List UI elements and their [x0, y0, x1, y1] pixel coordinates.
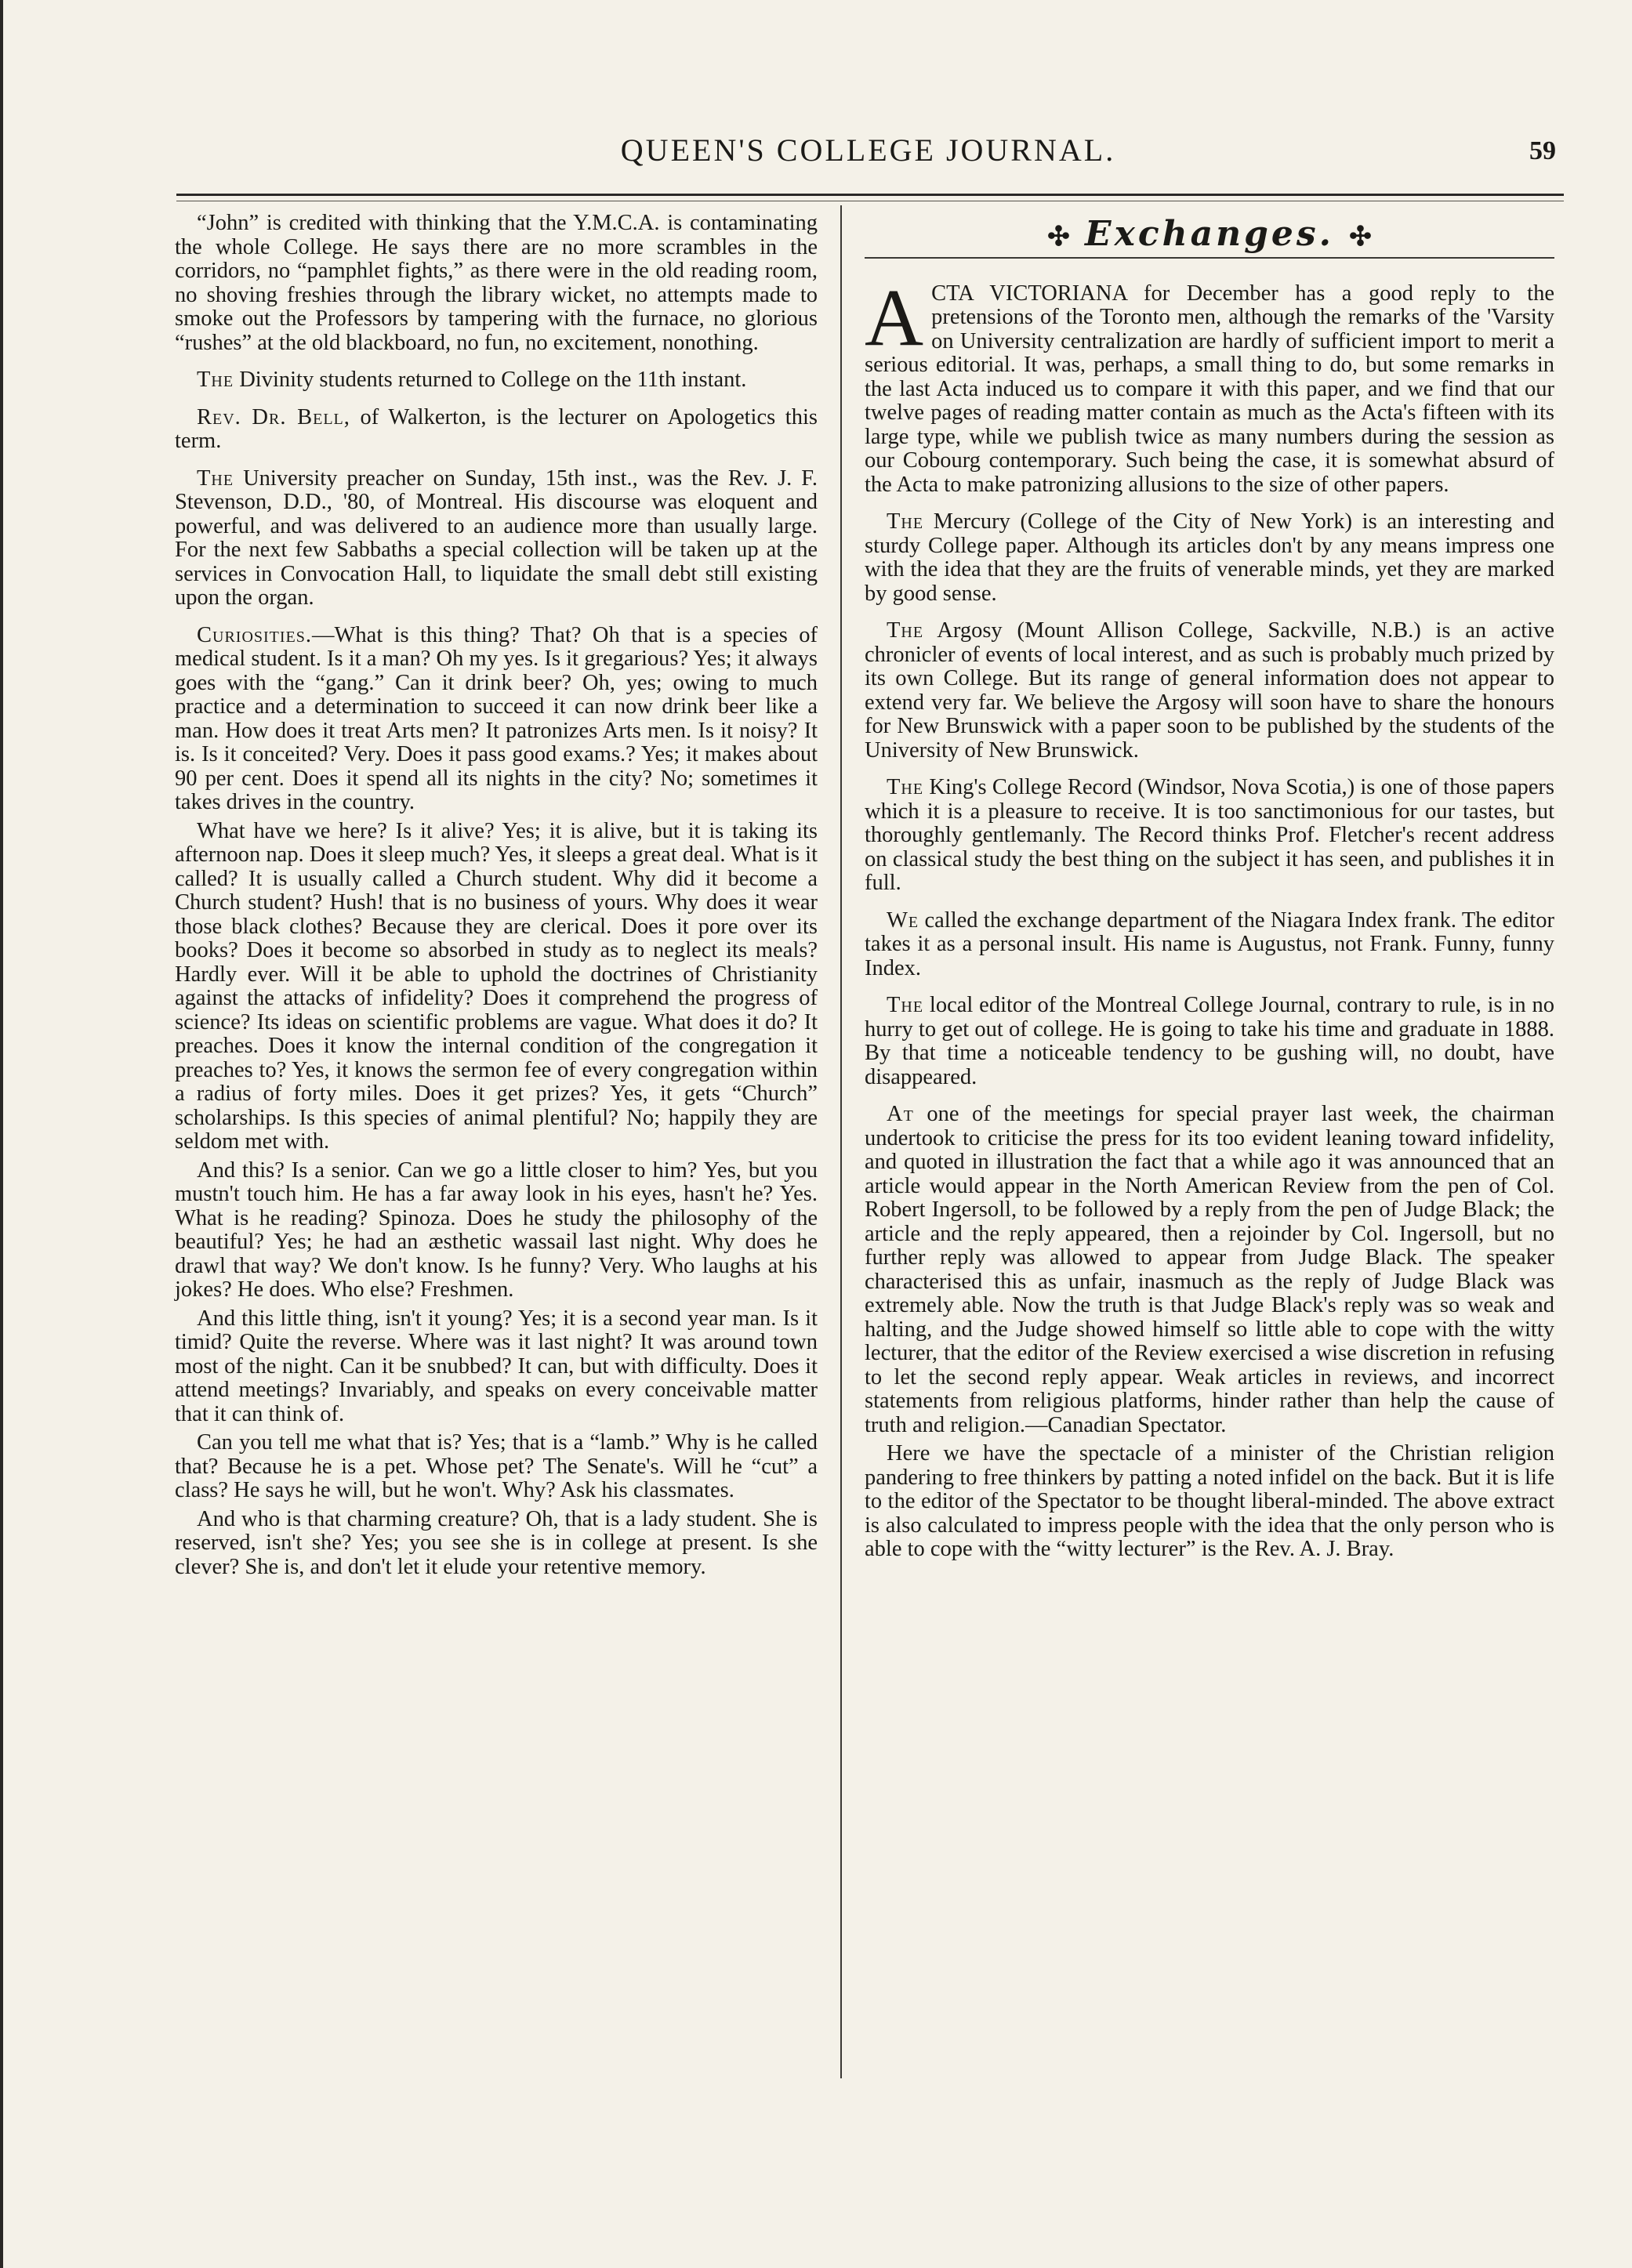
paragraph-text: of Walkerton, is the lecturer on Apologetics this term. — [175, 404, 818, 453]
paragraph-senior: And this? Is a senior. Can we go a little closer to him? Yes, but you mustn't touch him. He has a far away look in his eyes, hasn't he? Yes. What is he reading? Spinoza. Does he study the philosophy of the beautiful? Yes; he had an æsthetic wassail last night. Why does he drawl that way? We don't know. Is he funny? Very. Who laughs at his jokes? He does. Who else? Freshmen. — [175, 1158, 818, 1302]
paragraph-text: one of the meetings for special prayer last week, the chairman undertook to criticise the press for its too evident leaning toward infidelity, and quoted in illustration the fact that a while ago it was announced that an article would appear in the North American Review from the pen of Col. Robert Ingersoll, to be followed by a reply from the pen of Judge Black; the article and the reply appeared, then a rejoinder by Col. Ingersoll, but no further reply was allowed to appear from Judge Black. The speaker characterised this as unfair, inasmuch as the reply of Judge Black was extremely able. Now the truth is that Judge Black's reply was so weak and halting, and the Judge showed himself so little able to cope with the witty lecturer, that the editor of the Review exercised a wise discretion in refusing to let the second reply appear. Weak articles in reviews, and incorrect statements from religious platforms, hinder rather than help the cause of truth and religion.—Canadian Spectator. — [865, 1102, 1554, 1437]
paragraph-kings-college — [865, 776, 1554, 896]
right-column — [865, 205, 1554, 1567]
paragraph-text: Mercury (College of the City of New York) is an interesting and sturdy College paper. Although its articles don't by any means impress one with the idea that they are the fruits of venerable minds, yet they are marked by good sense. — [865, 509, 1554, 606]
paragraph-curiosities — [175, 624, 818, 815]
paragraph-text: called the exchange department of the Niagara Index frank. The editor takes it as a personal insult. His name is Augustus, not Frank. Funny, funny Index. — [865, 908, 1554, 980]
paragraph-text: University preacher on Sunday, 15th inst., was the Rev. J. F. Stevenson, D.D., '80, of Montreal. His discourse was eloquent and powerful, and was delivered to an audience more than usually large. For the next few Sabbaths a special collection will be taken up at the services in Convocation Hall, to liquidate the small debt still existing upon the organ. — [175, 466, 818, 610]
paragraph-divinity — [175, 368, 818, 393]
section-rule — [865, 257, 1554, 259]
paragraph-john: “John” is credited with thinking that the Y.M.C.A. is contaminating the whole College. He says there are no more scrambles in the corridors, no “pamphlet fights,” as there were in the old reading room, no shoving freshies through the library wicket, no attempts made to smoke out the Professors by tampering with the furnace, no glorious “rushes” at the old blackboard, no fun, no excitement, nonothing. — [175, 211, 818, 355]
section-title-text: Exchanges. — [1085, 214, 1334, 254]
paragraph-church-student: What have we here? Is it alive? Yes; it is alive, but it is taking its afternoon nap. Does it sleep much? Yes, it sleeps a great deal. What is it called? It is usually called a Church student. Why did it become a Church student? Hush! that is no business of yours. Why does it wear those black clothes? Because they are clerical. Does it pore over its books? Does it become so absorbed in study as to neglect its meals? Hardly ever. Will it be able to uphold the doctrines of Christianity against the attacks of infidelity? Does it comprehend the progress of science? Its ideas on scientific problems are vague. What does it do? It preaches. Does it know the internal condition of the congregation it preaches to? Yes, it knows the sermon fee of every congregation within a radius of forty miles. Does it get prizes? Yes, it gets “Church” scholarships. Is this species of animal plentiful? No; happily they are seldom met with. — [175, 818, 818, 1154]
paragraph-lamb: Can you tell me what that is? Yes; that is a “lamb.” Why is he called that? Because he is a pet. Whose pet? The Senate's. Will he “cut” a class? He says he will, but he won't. Why? Ask his classmates. — [175, 1430, 818, 1502]
lead-word: At — [887, 1102, 914, 1126]
lead-word: The — [197, 368, 234, 392]
paragraph-text: King's College Record (Windsor, Nova Scotia,) is one of those papers which it is a pleasure to receive. It is too sanctimonious for our tastes, but thoroughly gentlemanly. The Record thinks Prof. Fletcher's recent address on classical study the best thing on the subject it has seen, and publishes it in full. — [865, 775, 1554, 895]
ornament-left-icon: ✣ — [1047, 221, 1070, 252]
paragraph-text: Argosy (Mount Allison College, Sackville, N.B.) is an active chronicler of events of local interest, and as such is probably much prized by its own College. But its range of general information does not appear to extend very far. We believe the Argosy will soon have to share the honours for New Brunswick with a paper soon to be published by the students of the University of New Brunswick. — [865, 618, 1554, 763]
paragraph-text: Divinity students returned to College on the 11th instant. — [234, 368, 747, 392]
column-divider — [840, 205, 842, 2078]
paragraph-special-prayer — [865, 1103, 1554, 1437]
lead-word: Curiosities. — [197, 622, 313, 647]
paragraph-text: local editor of the Montreal College Journal, contrary to rule, is in no hurry to get out of college. He is going to take his time and graduate in 1888. By that time a noticeable tendency to be gushing will, no doubt, have disappeared. — [865, 993, 1554, 1089]
paragraph-argosy — [865, 619, 1554, 763]
header-rule — [176, 194, 1564, 196]
paragraph-preacher — [175, 467, 818, 610]
page-header — [180, 132, 1556, 187]
lead-word: The — [887, 993, 924, 1017]
drop-cap: A — [865, 272, 924, 363]
paragraph-niagara-index — [865, 909, 1554, 981]
lead-word: The — [887, 618, 924, 643]
section-title-exchanges — [865, 214, 1554, 254]
paragraph-mercury — [865, 510, 1554, 606]
left-column — [175, 212, 818, 1584]
paragraph-second-year: And this little thing, isn't it young? Yes; it is a second year man. Is it timid? Quite the reverse. Where was it last night? It was around town most of the night. Can it be snubbed? It can, but with difficulty. Does it attend meetings? Invariably, and speaks on every conceivable matter that it can think of. — [175, 1306, 818, 1426]
paragraph-text: CTA VICTORIANA for December has a good reply to the pretensions of the Toronto men, although the remarks of the 'Varsity on University centralization are hardly of sufficient import to merit a serious editorial. It was, perhaps, a small thing to do, but some remarks in the last Acta induced us to compare it with this paper, and we find that our twelve pages of reading matter contain as much as the Acta's fifteen with its large type, while we publish twice as many numbers during the session as our Cobourg contemporary. Such being the case, it is somewhat absurd of the Acta to make patronizing allusions to the size of other papers. — [865, 281, 1554, 497]
page-edge — [0, 0, 3, 2268]
paragraph-text: —What is this thing? That? Oh that is a species of medical student. Is it a man? Oh my yes. Is it gregarious? Yes; it always goes with the “gang.” Can it drink beer? Oh, yes; owing to much practice and a determination to succeed it can now drink beer like a man. How does it treat Arts men? It patronizes Arts men. Is it noisy? It is. Is it conceited? Very. Does it pass good exams.? Yes; it makes about 90 per cent. Does it spend all its nights in the city? No; sometimes it takes drives in the country. — [175, 622, 818, 814]
lead-word: We — [887, 908, 919, 933]
ornament-right-icon: ✣ — [1349, 221, 1372, 252]
paragraph-lady-student: And who is that charming creature? Oh, that is a lady student. She is reserved, isn't she? Yes; you see she is in college at present. Is she clever? She is, and don't let it elude your retentive memory. — [175, 1506, 818, 1579]
lead-word: The — [887, 509, 924, 534]
paragraph-montreal — [865, 994, 1554, 1089]
paragraph-acta — [865, 272, 1554, 498]
lead-word: Rev. Dr. Bell, — [197, 404, 350, 429]
lead-word: The — [887, 775, 924, 799]
running-title: QUEEN'S COLLEGE JOURNAL. — [620, 132, 1116, 168]
page-number: 59 — [1529, 136, 1556, 165]
paragraph-rev-bell — [175, 406, 818, 454]
lead-word: The — [197, 466, 234, 491]
paragraph-spectacle: Here we have the spectacle of a minister of the Christian religion pandering to free thinkers by patting a noted infidel on the back. But it is life to the editor of the Spectator to be thought liberal-minded. The above extract is also calculated to impress people with the idea that the only person who is able to cope with the “witty lecturer” is the Rev. A. J. Bray. — [865, 1441, 1554, 1561]
